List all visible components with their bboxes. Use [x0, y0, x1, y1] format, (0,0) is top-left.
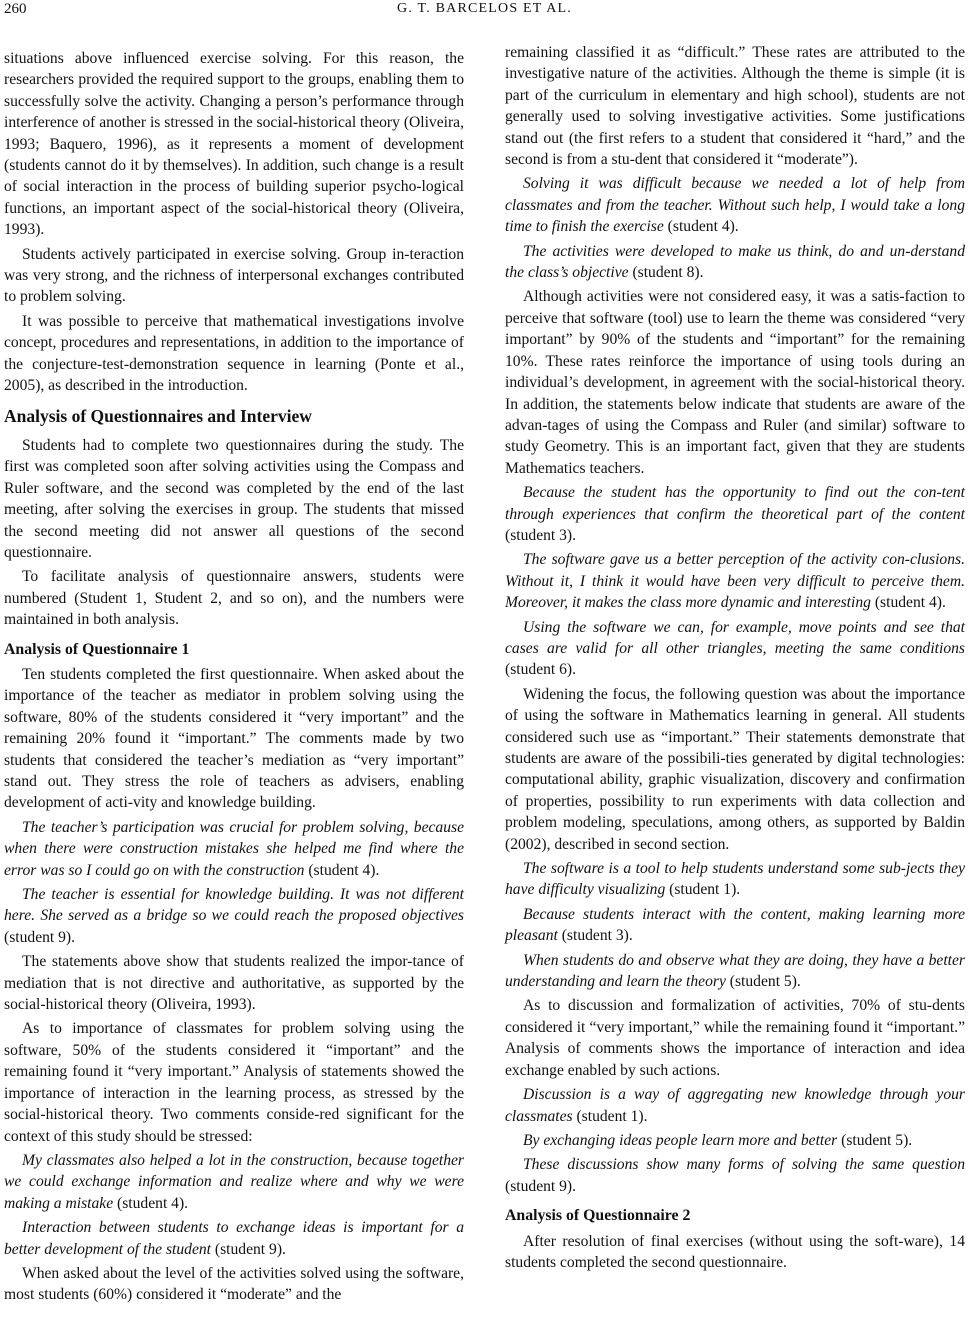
- paragraph: remaining classified it as “difficult.” These rates are attributed to the investigative nature of the activities. Although the theme is simple (it is part of the curriculum in elementary and high school), students are not generally used to solving investigative activities. Some justifications stand out (the first refers to a student that considered it “hard,” and the second is from a stu-dent that considered it “moderate”).: [505, 44, 965, 169]
- quote-text: Discussion is a way of aggregating new knowledge through your classmates: [505, 1086, 965, 1125]
- quote-citation: (student 4).: [304, 861, 380, 879]
- quote-citation: (student 5).: [837, 1131, 913, 1149]
- quote-citation: (student 4).: [113, 1194, 189, 1212]
- student-quote: [505, 482, 965, 546]
- right-column: [505, 42, 965, 1276]
- student-quote: [505, 904, 965, 947]
- quote-citation: (student 3).: [505, 526, 577, 544]
- student-quote: [505, 549, 965, 613]
- quote-citation: (student 8).: [628, 264, 704, 282]
- quote-text: These discussions show many forms of solving the same question: [523, 1156, 965, 1174]
- quote-text: Solving it was difficult because we needed a lot of help from classmates and from the teacher. Without such help, I would take a long time to finish the exercise: [505, 175, 965, 236]
- quote-text: Using the software we can, for example, move points and see that cases are valid for all other triangles, meeting the same conditions: [505, 618, 965, 657]
- student-quote: [505, 173, 965, 237]
- page-number: 260: [4, 1, 27, 17]
- quote-text: The teacher’s participation was crucial for problem solving, because when there were construction mistakes she helped me find where the error was so I could go on with the construction: [4, 818, 464, 879]
- quote-citation: (student 6).: [505, 661, 577, 679]
- student-quote: [4, 817, 464, 881]
- paragraph: As to importance of classmates for problem solving using the software, 50% of the students considered it “important” and the remaining found it “very important.” Analysis of statements showed the importance of interaction in the learning process, as stressed by the social-historical theory. Two comments conside-red significant for the context of this study should be stressed:: [4, 1020, 464, 1145]
- quote-text: My classmates also helped a lot in the construction, because together we could exchange information and realize where and why we were making a mistake: [4, 1151, 464, 1212]
- quote-citation: (student 9).: [4, 928, 76, 946]
- section-heading: Analysis of Questionnaires and Interview: [4, 405, 312, 426]
- quote-text: When students do and observe what they are doing, they have a better understanding and learn the theory: [505, 951, 965, 991]
- quote-citation: (student 9).: [505, 1177, 577, 1195]
- paragraph: The statements above show that students realized the impor-tance of mediation that is not directive and authoritative, as supported by the social-historical theory (Oliveira, 1993).: [4, 953, 464, 1014]
- quote-citation: (student 4).: [870, 594, 946, 612]
- student-quote: [4, 1217, 464, 1260]
- student-quote: [4, 1150, 464, 1214]
- paragraph: Although activities were not considered easy, it was a satis-faction to perceive that software (tool) use to learn the theme was considered “very important” by 90% of the students and “important” for the remaining 10%. These rates reinforce the importance of using tools during an individual’s development, in agreement with the social-historical theory. In addition, the statements below indicate that students are aware of the advan-tages of using the Compass and Ruler (and similar) software to study Geometry. This is an important fact, given that they are students Mathematics teachers.: [505, 288, 965, 477]
- quote-text: Because students interact with the content, making learning more pleasant: [505, 905, 965, 945]
- paragraph: situations above influenced exercise solving. For this reason, the researchers provided the required support to the groups, enabling them to successfully solve the activity. Changing a person’s performance through interference of another is stressed in the social-historical theory (Oliveira, 1993; Baquero, 1996), as it represents a moment of development (students cannot do it by themselves). In addition, such change is a result of social interaction in the process of building superior psycho-logical functions, an important aspect of the social-historical theory (Oliveira, 1993).: [4, 50, 464, 239]
- paragraph: As to discussion and formalization of activities, 70% of stu-dents considered it “very important,” while the remaining found it “important.” Analysis of comments shows the importance of interaction and idea exchange enabled by such actions.: [505, 997, 965, 1079]
- student-quote: [4, 884, 464, 948]
- quote-text: The teacher is essential for knowledge building. It was not different here. She served as a bridge so we could reach the proposed objectives: [4, 886, 464, 925]
- student-quote: [505, 950, 965, 993]
- student-quote: [505, 858, 965, 901]
- paragraph: After resolution of final exercises (without using the soft-ware), 14 students completed the second questionnaire.: [505, 1232, 965, 1271]
- subsection-heading: Analysis of Questionnaire 1: [4, 640, 190, 658]
- paragraph: To facilitate analysis of questionnaire answers, students were numbered (Student 1, Student 2, and so on), and the numbers were maintained in both analysis.: [4, 568, 464, 629]
- quote-citation: (student 4).: [663, 218, 739, 236]
- quote-text: By exchanging ideas people learn more and better: [523, 1131, 838, 1149]
- quote-text: Because the student has the opportunity to find out the con-tent through experiences that confirm the theoretical part of the content: [505, 484, 965, 523]
- quote-text: The activities were developed to make us think, do and un-derstand the class’s objective: [505, 242, 965, 282]
- paragraph: Students actively participated in exercise solving. Group in-teraction was very strong, and the richness of interpersonal exchanges contributed to problem solving.: [4, 245, 464, 306]
- student-quote: [505, 241, 965, 284]
- quote-text: Interaction between students to exchange ideas is important for a better development of the student: [4, 1219, 464, 1258]
- quote-citation: (student 5).: [725, 973, 801, 991]
- paragraph: Students had to complete two questionnaires during the study. The first was completed soon after solving activities using the Compass and Ruler software, and the second was completed by the end of the last meeting, after solving the exercises in group. The students that missed the second meeting did not answer all questions of the second questionnaire.: [4, 436, 464, 561]
- quote-citation: (student 9).: [211, 1240, 286, 1258]
- student-quote: [505, 1084, 965, 1127]
- quote-text: The software is a tool to help students understand some sub-jects they have difficulty visualizing: [505, 860, 965, 899]
- quote-citation: (student 1).: [665, 881, 741, 899]
- running-head: G. T. BARCELOS ET AL.: [397, 1, 572, 16]
- paragraph: When asked about the level of the activities solved using the software, most students (60%) considered it “moderate” and the: [4, 1264, 464, 1304]
- quote-text: The software gave us a better perception of the activity con-clusions. Without it, I think it would have been very difficult to perceive them. Moreover, it makes the class more dynamic and interesting: [505, 551, 965, 612]
- subsection-heading: Analysis of Questionnaire 2: [505, 1207, 691, 1225]
- paragraph: Widening the focus, the following question was about the importance of using the software in Mathematics learning in general. All students considered such use as “important.” Their statements demonstrate that students are aware of the possibili-ties generated by digital technologies: computational ability, graphic visualization, discovery and confirmation of properties, possibility to run experiments with data collection and problem modeling, speculations, among others, as supported by Baldin (2002), described in second section.: [505, 685, 965, 853]
- paragraph: It was possible to perceive that mathematical investigations involve concept, procedures and representations, in addition to the importance of the conjecture-test-demonstration sequence in learning (Ponte et al., 2005), as described in the introduction.: [4, 312, 464, 395]
- student-quote: [505, 617, 965, 681]
- student-quote: [505, 1154, 965, 1197]
- quote-citation: (student 3).: [557, 927, 633, 945]
- quote-citation: (student 1).: [572, 1107, 648, 1125]
- student-quote: [505, 1130, 965, 1151]
- page-header: [0, 0, 969, 22]
- paragraph: Ten students completed the first questionnaire. When asked about the importance of the teacher as mediator in problem solving using the software, 80% of the students considered it “very important” and the remaining 20% found it “important.” The comments made by two students that considered the teacher’s mediation as “very important” stand out. They stress the role of teachers as advisers, enabling development of acti-vity and knowledge building.: [4, 665, 464, 812]
- left-column: [4, 48, 464, 1309]
